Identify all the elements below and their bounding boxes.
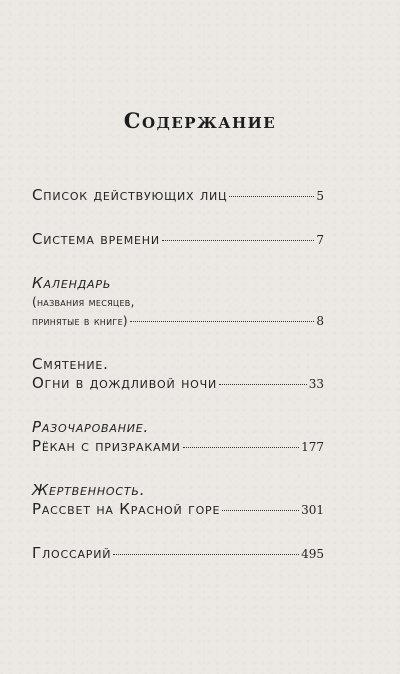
toc-entry-title: Система времени	[32, 230, 160, 248]
toc-line	[32, 544, 324, 564]
toc-line	[32, 374, 324, 394]
toc-line	[32, 418, 324, 437]
toc-page-number: 5	[316, 189, 324, 203]
toc-page-number: 33	[308, 377, 324, 391]
dot-leader	[183, 447, 299, 448]
toc-entry-title: Список действующих лиц	[32, 186, 228, 204]
toc-entry-part-2[interactable]	[32, 418, 324, 457]
toc-entry-time-system[interactable]	[32, 230, 324, 250]
table-of-contents	[32, 186, 324, 588]
toc-line	[32, 437, 324, 457]
toc-page-number: 495	[301, 547, 324, 561]
toc-page-number: 301	[301, 503, 324, 517]
toc-entry-part-3[interactable]	[32, 481, 324, 520]
toc-line	[32, 274, 324, 293]
toc-entry-subtitle: Рассвет на Красной горе	[32, 500, 221, 518]
toc-line	[32, 500, 324, 520]
toc-entry-calendar[interactable]	[32, 274, 324, 331]
toc-page-number: 7	[316, 233, 324, 247]
dot-leader	[222, 510, 299, 511]
toc-entry-subtitle: Огни в дождливой ночи	[32, 374, 217, 392]
dot-leader	[162, 240, 314, 241]
toc-entry-subtitle: Рёкан с призраками	[32, 437, 181, 455]
dot-leader	[130, 321, 314, 322]
dot-leader	[113, 554, 299, 555]
toc-entry-part-1[interactable]	[32, 355, 324, 394]
toc-line	[32, 293, 324, 312]
dot-leader	[219, 384, 307, 385]
toc-entry-glossary[interactable]	[32, 544, 324, 564]
page-title: Содержание	[123, 108, 277, 133]
toc-entry-title: Разочарование.	[32, 418, 150, 436]
toc-line	[32, 355, 324, 374]
toc-entry-title: Глоссарий	[32, 544, 112, 562]
toc-page-number: 177	[301, 440, 324, 454]
toc-line	[32, 186, 324, 206]
toc-entry-characters[interactable]	[32, 186, 324, 206]
toc-page-number: 8	[316, 314, 324, 328]
toc-line	[32, 481, 324, 500]
dot-leader	[229, 196, 314, 197]
toc-entry-subtitle: принятые в книге)	[32, 314, 128, 328]
toc-line	[32, 230, 324, 250]
toc-entry-title: Календарь	[32, 274, 112, 292]
toc-line	[32, 312, 324, 331]
toc-entry-subtitle: (названия месяцев,	[32, 295, 135, 309]
toc-entry-title: Смятение.	[32, 355, 109, 373]
toc-entry-title: Жертвенность.	[32, 481, 146, 499]
